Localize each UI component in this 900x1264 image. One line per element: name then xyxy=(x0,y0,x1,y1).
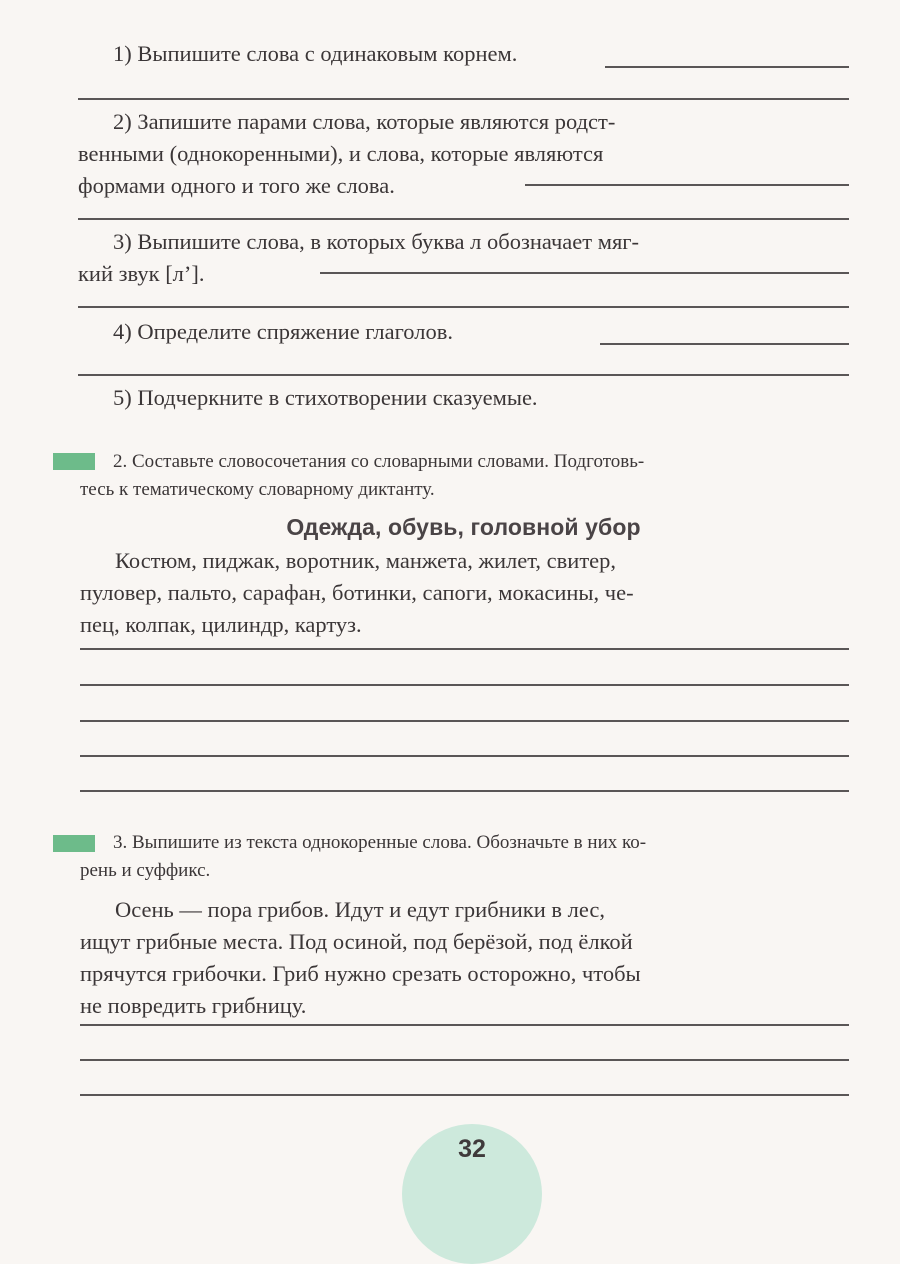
exercise-2-instruction-line-1: Составьте словосочетания со словарными словами. Подготовь- xyxy=(132,451,645,472)
exercise-3-text xyxy=(80,894,849,1022)
answer-line[interactable] xyxy=(605,66,849,68)
answer-line[interactable] xyxy=(80,790,849,792)
subtask-4-label: 4) Определите спряжение глаголов. xyxy=(113,319,453,344)
vocabulary-heading: Одежда, обувь, головной убор xyxy=(286,514,641,540)
page-number: 32 xyxy=(458,1135,486,1163)
exercise-3-instruction xyxy=(113,829,646,857)
vocabulary-line-3: пец, колпак, цилиндр, картуз. xyxy=(80,612,362,637)
answer-line[interactable] xyxy=(80,1024,849,1026)
answer-line[interactable] xyxy=(80,755,849,757)
answer-line[interactable] xyxy=(78,374,849,376)
subtask-5-label: 5) Подчеркните в стихотворении сказуемые. xyxy=(113,385,538,410)
exercise-3-text-line-4: не повредить грибницу. xyxy=(80,993,307,1018)
answer-line[interactable] xyxy=(78,306,849,308)
answer-line[interactable] xyxy=(78,218,849,220)
answer-line[interactable] xyxy=(80,1094,849,1096)
subtask-2-label xyxy=(78,106,849,202)
exercise-marker-icon xyxy=(53,453,95,470)
exercise-3-instruction-line-2: рень и суффикс. xyxy=(80,860,211,881)
answer-line[interactable] xyxy=(80,1059,849,1061)
exercise-3-number: 3. xyxy=(113,832,128,853)
exercise-3-text-line-1: Осень — пора грибов. Идут и едут грибники в лес, xyxy=(115,897,605,922)
subtask-1-label: 1) Выпишите слова с одинаковым корнем. xyxy=(113,41,518,66)
answer-line[interactable] xyxy=(80,648,849,650)
subtask-2-line-3: формами одного и того же слова. xyxy=(78,173,395,198)
exercise-3-instruction-line-1: Выпишите из текста однокоренные слова. Обозначьте в них ко- xyxy=(132,832,647,853)
vocabulary-line-1: Костюм, пиджак, воротник, манжета, жилет, свитер, xyxy=(115,548,617,573)
subtask-2-line-2: венными (однокоренными), и слова, которые являются xyxy=(78,141,604,166)
answer-line[interactable] xyxy=(320,272,849,274)
exercise-marker-icon xyxy=(53,835,95,852)
subtask-3-line-2: кий звук [л’]. xyxy=(78,261,205,286)
subtask-2-line-1: 2) Запишите парами слова, которые являются родст- xyxy=(113,109,616,134)
exercise-2-instruction xyxy=(113,448,644,476)
answer-line[interactable] xyxy=(600,343,849,345)
subtask-3-label xyxy=(78,226,849,290)
exercise-2-number: 2. xyxy=(113,451,128,472)
exercise-2-instruction-line-2: тесь к тематическому словарному диктанту. xyxy=(80,479,435,500)
answer-line[interactable] xyxy=(80,684,849,686)
vocabulary-line-2: пуловер, пальто, сарафан, ботинки, сапоги, мокасины, че- xyxy=(80,580,634,605)
answer-line[interactable] xyxy=(525,184,849,186)
subtask-3-line-1: 3) Выпишите слова, в которых буква л обозначает мяг- xyxy=(113,229,640,254)
answer-line[interactable] xyxy=(78,98,849,100)
answer-line[interactable] xyxy=(80,720,849,722)
vocabulary-words xyxy=(80,545,849,641)
exercise-3-text-line-2: ищут грибные места. Под осиной, под берёзой, под ёлкой xyxy=(80,929,633,954)
exercise-3-text-line-3: прячутся грибочки. Гриб нужно срезать осторожно, чтобы xyxy=(80,961,641,986)
